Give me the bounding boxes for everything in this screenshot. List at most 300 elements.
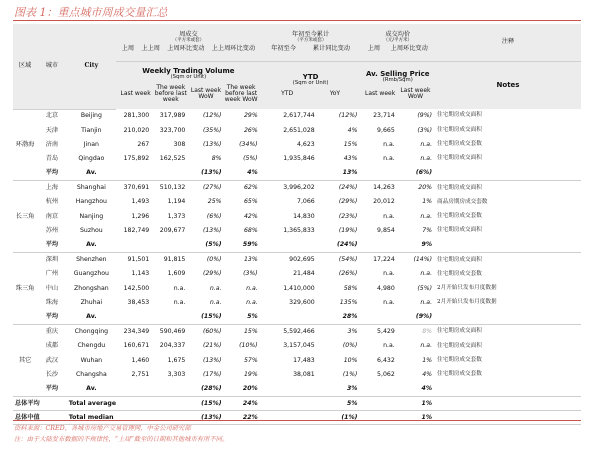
value-cell: (17%) — [202, 370, 222, 378]
table-row — [13, 138, 581, 152]
value-cell: 5% — [225, 310, 261, 325]
city-en-cell: Chengdu — [77, 342, 106, 350]
value-cell: n.a. — [173, 298, 186, 306]
average-row — [13, 397, 581, 411]
value-cell — [152, 238, 188, 253]
header-weekly-col: 上上周 — [141, 45, 160, 53]
value-cell: 3% — [347, 328, 358, 336]
header-price-en-unit: (Rmb/Sqm) — [382, 77, 413, 84]
note-cell: 住宅期房成交套数 — [437, 356, 482, 363]
value-cell: 4% — [398, 382, 435, 397]
value-cell: 7,066 — [297, 198, 315, 206]
value-cell: (13%) — [188, 166, 224, 181]
city-en-cell: Shanghai — [76, 184, 106, 192]
value-cell: 26% — [243, 126, 258, 134]
table-row — [13, 210, 581, 224]
average-row — [13, 382, 581, 397]
value-cell — [152, 166, 188, 181]
note-cell: 住宅期房成交套数 — [437, 212, 482, 219]
table-row — [13, 268, 581, 282]
value-cell: (19%) — [338, 226, 358, 234]
value-cell: (14%) — [413, 256, 433, 264]
value-cell: (13%) — [202, 140, 222, 148]
value-cell: 142,500 — [123, 284, 150, 292]
value-cell: (21%) — [202, 342, 222, 350]
note-cell — [435, 397, 581, 411]
value-cell: 1,935,846 — [283, 154, 315, 162]
city-en-cell: Beijing — [80, 112, 102, 120]
value-cell: 38,453 — [127, 298, 150, 306]
value-cell: 22% — [242, 413, 258, 421]
value-cell: 329,600 — [289, 298, 315, 306]
table-row — [13, 282, 581, 296]
value-cell: (29%) — [202, 270, 222, 278]
city-en-cell: Suzhou — [80, 226, 103, 234]
value-cell: (26%) — [338, 270, 358, 278]
value-cell: 308 — [173, 140, 186, 148]
header-notes-en: Notes — [435, 62, 581, 110]
value-cell: 9% — [398, 238, 435, 253]
city-cn-cell: 平均 — [37, 310, 67, 325]
city-en-cell: Jinan — [83, 140, 99, 148]
value-cell — [360, 166, 397, 181]
note-cell: 住宅期房成交面积 — [437, 227, 482, 234]
header-weekly-en-col: The week before last week WoW — [224, 83, 258, 104]
value-cell: n.a. — [383, 342, 395, 350]
city-cn-cell: 总体中值 — [15, 413, 40, 421]
value-cell: 43% — [343, 154, 358, 162]
value-cell: (5%) — [243, 154, 258, 162]
header-weekly-col: 上上周环比变动 — [211, 45, 256, 53]
region-label: 长三角 — [13, 181, 37, 253]
header-ytd-cn — [261, 24, 361, 62]
city-cn-cell: 总体平均 — [15, 399, 40, 407]
value-cell: (27%) — [202, 184, 222, 192]
header-city-cn: 城市 — [37, 24, 67, 109]
value-cell: 1,194 — [167, 198, 186, 206]
city-cn-cell: 天津 — [45, 126, 59, 134]
value-cell: n.a. — [209, 284, 222, 292]
table-row — [13, 368, 581, 382]
city-cn-cell: 平均 — [37, 238, 67, 253]
header-weekly-en-col: The week before last week — [154, 83, 187, 104]
value-cell: 19% — [243, 370, 258, 378]
value-cell: 204,337 — [159, 342, 186, 350]
average-row — [13, 238, 581, 253]
value-cell: (1%) — [342, 370, 358, 378]
value-cell — [116, 310, 152, 325]
value-cell — [261, 397, 318, 411]
value-cell: (13%) — [202, 226, 222, 234]
value-cell: 135% — [339, 298, 358, 306]
value-cell: 160,671 — [123, 342, 150, 350]
city-en-cell: Nanjing — [79, 212, 104, 220]
value-cell: 6,432 — [377, 356, 395, 364]
note-cell: 住宅期房成交套数 — [437, 141, 482, 148]
note-cell: 住宅期房成交套数 — [437, 270, 482, 277]
header-weekly-en-title: Weekly Trading Volume — [142, 66, 235, 75]
value-cell: 3,996,202 — [283, 184, 315, 192]
note-cell: 2月开始只发布月度数据 — [437, 299, 497, 306]
table-row — [13, 354, 581, 368]
value-cell: n.a. — [420, 140, 433, 148]
value-cell: 4,980 — [377, 284, 395, 292]
value-cell: (34%) — [239, 140, 258, 148]
value-cell — [116, 166, 152, 181]
value-cell: n.a. — [420, 298, 433, 306]
city-en-cell: Total median — [68, 413, 114, 421]
value-cell: 14,830 — [293, 212, 315, 220]
value-cell: n.a. — [383, 298, 395, 306]
value-cell: (13%) — [201, 413, 222, 421]
header-price-en-title: Av. Selling Price — [365, 69, 430, 78]
city-cn-cell: 杭州 — [45, 198, 59, 206]
value-cell: 28% — [318, 310, 361, 325]
value-cell: 2,651,028 — [283, 126, 315, 134]
value-cell: 1,493 — [131, 198, 150, 206]
source-note: 资料来源：CRED，各城市房地产交易管理网，中金公司研究部 — [14, 425, 191, 432]
city-cn-cell: 广州 — [45, 270, 59, 278]
value-cell: n.a. — [383, 212, 395, 220]
header-price-en — [360, 62, 435, 110]
average-row — [13, 310, 581, 325]
value-cell: 3% — [318, 382, 361, 397]
header-ytd-en-unit: (Sqm or Unit) — [292, 80, 329, 87]
value-cell: 13% — [243, 256, 258, 264]
header-ytd-en-col: YTD — [281, 89, 294, 97]
value-cell: (23%) — [338, 212, 358, 220]
value-cell: 1% — [421, 413, 433, 421]
note-cell — [435, 310, 581, 325]
value-cell: 42% — [243, 212, 258, 220]
header-weekly-en — [116, 62, 261, 110]
value-cell: 24% — [242, 399, 258, 407]
value-cell: 3,157,045 — [283, 342, 315, 350]
city-en-cell: Av. — [67, 238, 116, 253]
value-cell: 323,700 — [159, 126, 186, 134]
value-cell: (6%) — [398, 166, 435, 181]
header-ytd-unit: （平方米或套） — [294, 37, 327, 43]
value-cell: 902,695 — [289, 256, 315, 264]
value-cell: 58% — [343, 284, 358, 292]
value-cell: 281,300 — [123, 112, 150, 120]
value-cell — [261, 382, 318, 397]
table-row — [13, 124, 581, 138]
city-en-cell: Hangzhou — [75, 198, 107, 206]
header-region: 区域 — [13, 24, 37, 109]
value-cell: 17,224 — [373, 256, 395, 264]
table-row — [13, 181, 581, 196]
city-en-cell: Qingdao — [78, 154, 105, 162]
value-cell: (3%) — [243, 270, 258, 278]
value-cell: (3%) — [417, 126, 433, 134]
city-en-cell: Tianjin — [81, 126, 102, 134]
note-cell: 住宅期房成交面积 — [437, 342, 482, 349]
header-weekly-title: 周成交 — [179, 31, 198, 39]
city-en-cell: Changsha — [75, 370, 107, 378]
value-cell: n.a. — [420, 154, 433, 162]
value-cell: 1,143 — [131, 270, 150, 278]
value-cell — [152, 382, 188, 397]
value-cell: 1,373 — [167, 212, 186, 220]
city-cn-cell: 上海 — [45, 184, 59, 192]
city-cn-cell: 北京 — [45, 112, 59, 120]
city-en-cell: Wuhan — [80, 356, 103, 364]
note-cell — [435, 166, 581, 181]
value-cell: 175,892 — [123, 154, 150, 162]
city-en-cell: Guangzhou — [73, 270, 109, 278]
value-cell: 68% — [243, 226, 258, 234]
value-cell: 20% — [225, 382, 261, 397]
note-cell: 住宅期房成交面积 — [437, 112, 482, 119]
value-cell: (24%) — [338, 184, 358, 192]
average-row — [13, 166, 581, 181]
value-cell: 1,675 — [167, 356, 186, 364]
header-price-unit: （元/平方米） — [383, 37, 413, 43]
value-cell: 1% — [421, 399, 433, 407]
city-cn-cell: 长沙 — [45, 370, 59, 378]
value-cell: 210,020 — [123, 126, 150, 134]
note-cell: 住宅期房成交套数 — [437, 371, 482, 378]
value-cell: 4% — [347, 126, 358, 134]
header-price-en-col: Last week — [365, 89, 396, 97]
region-label: 环渤海 — [13, 109, 37, 181]
city-cn-cell: 重庆 — [45, 328, 59, 336]
value-cell — [261, 166, 318, 181]
header-city-en: City — [67, 24, 116, 109]
header-price-title: 成交均价 — [385, 31, 411, 39]
header-notes-cn: 注释 — [435, 24, 581, 62]
value-cell: 8% — [422, 328, 433, 336]
table-row — [13, 325, 581, 340]
note-cell: 住宅期房成交面积 — [437, 184, 482, 191]
city-cn-cell: 中山 — [45, 284, 59, 292]
header-ytd-en — [261, 62, 361, 110]
value-cell — [360, 238, 397, 253]
value-cell: 25% — [207, 198, 222, 206]
value-cell: 91,501 — [127, 256, 150, 264]
value-cell: n.a. — [420, 270, 433, 278]
city-cn-cell: 苏州 — [45, 226, 59, 234]
value-cell — [152, 310, 188, 325]
city-cn-cell: 深圳 — [45, 256, 59, 264]
value-cell: (54%) — [338, 256, 358, 264]
value-cell — [261, 238, 318, 253]
city-cn-cell: 武汉 — [45, 356, 59, 364]
value-cell: 9,665 — [377, 126, 395, 134]
value-cell: n.a. — [209, 298, 222, 306]
region-label: 其它 — [13, 325, 37, 397]
table-row — [13, 340, 581, 354]
city-en-cell: Av. — [67, 310, 116, 325]
table-row — [13, 152, 581, 166]
value-cell — [116, 382, 152, 397]
value-cell: 3,303 — [167, 370, 186, 378]
value-cell: (12%) — [338, 112, 358, 120]
header-price-cn — [360, 24, 435, 62]
value-cell: (1%) — [341, 413, 358, 421]
value-cell: 5,429 — [377, 328, 395, 336]
header-ytd-title: 年初至今累计 — [292, 31, 330, 39]
value-cell: (5%) — [188, 238, 224, 253]
region-label: 珠三角 — [13, 253, 37, 325]
city-cn-cell: 平均 — [37, 166, 67, 181]
value-cell: (24%) — [318, 238, 361, 253]
header-weekly-unit: （平方米或套） — [172, 37, 205, 43]
value-cell: n.a. — [420, 212, 433, 220]
value-cell: 1,460 — [131, 356, 150, 364]
value-cell: 5,592,466 — [283, 328, 315, 336]
value-cell: (28%) — [188, 382, 224, 397]
value-cell: 1,296 — [131, 212, 150, 220]
table-row — [13, 224, 581, 238]
city-volume-table — [13, 24, 581, 425]
footnote: 注：由于大陆发布数据的不规律性，“上周”截至的日期和其他城市有所不同。 — [14, 436, 229, 443]
title-rule — [13, 20, 581, 21]
table-row — [13, 253, 581, 268]
value-cell: 9,854 — [377, 226, 395, 234]
value-cell: n.a. — [383, 154, 395, 162]
value-cell: 1% — [422, 356, 433, 364]
header-ytd-en-col: YoY — [329, 89, 341, 97]
value-cell: 15% — [343, 140, 358, 148]
value-cell: 15% — [243, 328, 258, 336]
table-row — [13, 296, 581, 310]
value-cell: (0%) — [206, 256, 222, 264]
value-cell: 209,677 — [159, 226, 186, 234]
note-cell: 2月开始只发布月度数据 — [437, 284, 497, 291]
value-cell — [261, 411, 318, 425]
value-cell: n.a. — [383, 140, 395, 148]
value-cell: 267 — [137, 140, 150, 148]
value-cell: 20,012 — [373, 198, 395, 206]
value-cell: 510,132 — [159, 184, 186, 192]
value-cell: 20% — [418, 184, 433, 192]
value-cell — [152, 397, 188, 411]
city-en-cell: Shenzhen — [76, 256, 107, 264]
value-cell: 4% — [422, 370, 433, 378]
value-cell: (60%) — [202, 328, 222, 336]
value-cell: 57% — [243, 356, 258, 364]
value-cell: (10%) — [239, 342, 258, 350]
value-cell: 21,484 — [293, 270, 315, 278]
table-row — [13, 109, 581, 124]
value-cell: (5%) — [417, 284, 433, 292]
value-cell: 317,989 — [159, 112, 186, 120]
header-price-en-col: Last week WoW — [400, 86, 431, 100]
page-title: 图表 1：重点城市周成交量汇总 — [14, 6, 168, 19]
header-price-col: 上周 — [367, 45, 381, 53]
value-cell — [360, 397, 397, 411]
value-cell: 29% — [243, 112, 258, 120]
value-cell: 5,062 — [377, 370, 395, 378]
value-cell: 91,815 — [163, 256, 186, 264]
value-cell: (15%) — [188, 310, 224, 325]
value-cell: n.a. — [246, 284, 258, 292]
city-en-cell: Av. — [67, 166, 116, 181]
value-cell: 65% — [243, 198, 258, 206]
value-cell: n.a. — [420, 342, 433, 350]
value-cell — [261, 310, 318, 325]
value-cell — [116, 238, 152, 253]
value-cell: 2,617,744 — [283, 112, 315, 120]
value-cell: 1,609 — [167, 270, 186, 278]
value-cell: (15%) — [201, 399, 222, 407]
value-cell: 7% — [422, 226, 433, 234]
header-weekly-cn — [116, 24, 261, 62]
value-cell — [360, 310, 397, 325]
table-body — [13, 109, 581, 425]
note-cell: 住宅期房成交面积 — [437, 328, 482, 335]
header-weekly-col: 上周 — [121, 45, 135, 53]
note-cell — [435, 238, 581, 253]
city-en-cell: Av. — [67, 382, 116, 397]
value-cell: 5% — [346, 399, 358, 407]
value-cell: (6%) — [206, 212, 222, 220]
city-en-cell: Zhongshan — [74, 284, 109, 292]
value-cell: 1,410,000 — [283, 284, 315, 292]
value-cell: n.a. — [383, 270, 395, 278]
value-cell: (0%) — [342, 342, 358, 350]
value-cell: 13% — [318, 166, 361, 181]
header-weekly-col: 上周环比变动 — [167, 45, 205, 53]
header-weekly-en-col: Last week WoW — [190, 86, 222, 100]
value-cell: 8% — [211, 154, 222, 162]
header-ytd-col: 年初至今 — [271, 45, 296, 53]
value-cell: 4,623 — [297, 140, 315, 148]
note-cell: 住宅期房成交面积 — [437, 126, 482, 133]
header-weekly-en-col: Last week — [120, 89, 151, 97]
city-cn-cell: 青岛 — [45, 154, 59, 162]
value-cell: n.a. — [173, 284, 186, 292]
note-cell: 住宅期房成交面积 — [437, 256, 482, 263]
value-cell — [116, 397, 152, 411]
city-cn-cell: 平均 — [37, 382, 67, 397]
value-cell: 370,691 — [123, 184, 150, 192]
header-price-col: 上周环比变动 — [390, 45, 428, 53]
value-cell: 14,263 — [373, 184, 395, 192]
header-ytd-en-title: YTD — [302, 72, 319, 81]
value-cell: 590,469 — [159, 328, 186, 336]
header-weekly-en-unit: (Sqm or Unit) — [170, 73, 207, 80]
note-cell — [435, 411, 581, 425]
city-en-cell: Total average — [68, 399, 117, 407]
value-cell: 1% — [422, 198, 433, 206]
city-cn-cell: 南京 — [45, 212, 59, 220]
value-cell: 62% — [243, 184, 258, 192]
value-cell: (9%) — [417, 112, 433, 120]
value-cell: 59% — [225, 238, 261, 253]
city-cn-cell: 珠海 — [45, 298, 59, 306]
note-cell: 商品房期房成交套数 — [437, 198, 488, 205]
value-cell: 23,714 — [373, 112, 395, 120]
note-cell — [435, 382, 581, 397]
value-cell: 17,483 — [293, 356, 315, 364]
note-cell: 住宅期房成交面积 — [437, 155, 482, 162]
table-row — [13, 196, 581, 210]
value-cell — [360, 382, 397, 397]
value-cell: n.a. — [246, 298, 258, 306]
city-en-cell: Chongqing — [74, 328, 109, 336]
footer-rule — [13, 420, 581, 421]
value-cell: (35%) — [202, 126, 222, 134]
city-en-cell: Zhuhai — [80, 298, 103, 306]
value-cell: (12%) — [202, 112, 222, 120]
value-cell: (29%) — [338, 198, 358, 206]
value-cell: 2,751 — [131, 370, 150, 378]
value-cell: 4% — [225, 166, 261, 181]
city-cn-cell: 成都 — [45, 342, 59, 350]
